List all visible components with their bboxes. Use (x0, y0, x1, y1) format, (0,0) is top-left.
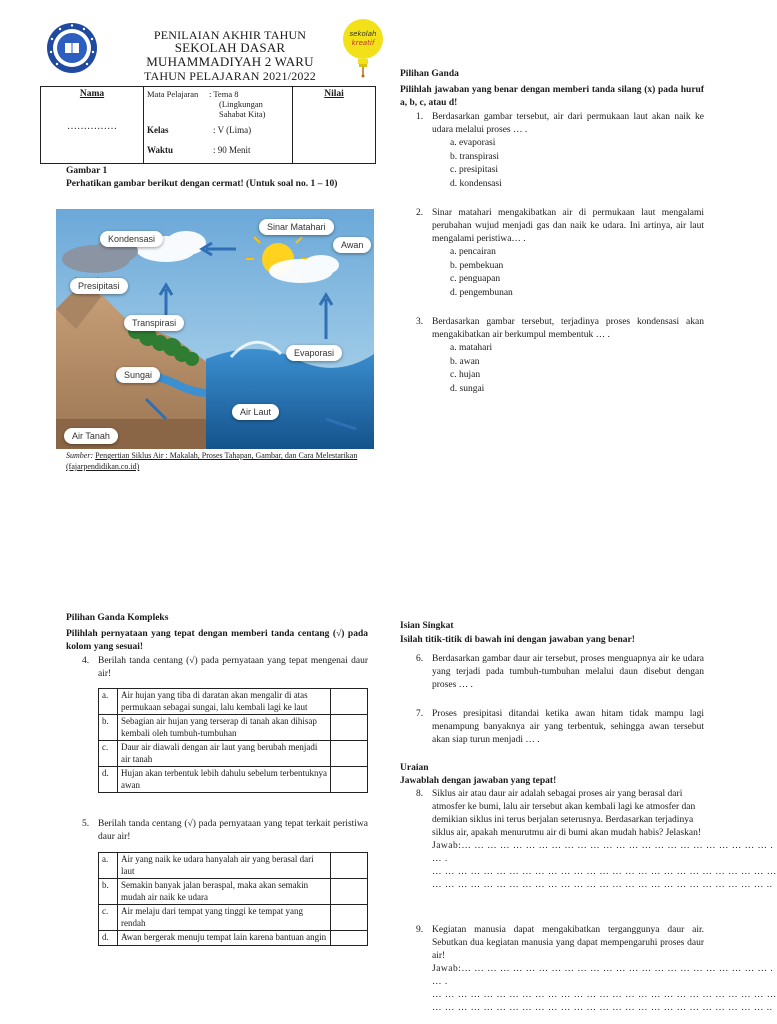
pg-heading: Pilihan Ganda (400, 69, 459, 79)
q4-statement-b: Sebagian air hujan yang terserap di tanah akan dihisap kembali oleh tumbuh-tumbuhan (118, 715, 331, 741)
q4-number: 4. (82, 656, 90, 666)
q4-checkbox-b[interactable] (331, 715, 368, 741)
q9-dots-4: … … … … … … … … … … … … … … … … … … … … … … … … … … .. (432, 1003, 773, 1013)
q5-statement-a: Air yang naik ke udara hanyalah air yang berasal dari laut (118, 853, 331, 879)
q4-row-a (99, 689, 368, 715)
badge-text-2: kreatif (351, 39, 375, 47)
score-label: Nilai (324, 89, 344, 99)
q5-letter-d: d. (99, 931, 118, 946)
identity-table (40, 86, 376, 164)
q3-text: Berdasarkan gambar tersebut, terjadinya proses kondensasi akan mengakibatkan air berkumpul membentuk … . (432, 317, 704, 340)
q3-option-c[interactable]: c. hujan (450, 370, 481, 380)
class-label: Kelas (147, 125, 169, 135)
q2-number: 2. (416, 208, 424, 218)
q9-dots-2: … . (432, 977, 448, 987)
label-evaporasi: Evaporasi (286, 345, 342, 361)
q1-option-b[interactable]: b. transpirasi (450, 151, 500, 162)
name-cell[interactable] (41, 87, 144, 164)
q1-option-a[interactable]: a. evaporasi (450, 138, 496, 148)
question-1 (416, 111, 704, 191)
time-value: : 90 Menit (213, 145, 251, 155)
q5-statement-d: Awan bergerak menuju tempat lain karena bantuan angin (118, 931, 331, 946)
q4-letter-c: c. (99, 741, 118, 767)
label-sungai: Sungai (116, 367, 160, 383)
question-9 (416, 924, 777, 1015)
figure-instruction: Perhatikan gambar berikut dengan cermat! (Untuk soal no. 1 – 10) (66, 179, 338, 189)
source-link[interactable]: Pengertian Siklus Air : Makalah, Proses Tahapan, Gambar, dan Cara Melestarikan (fajarpendidikan.co.id) (66, 451, 358, 471)
q5-checkbox-c[interactable] (331, 905, 368, 931)
label-presipitasi: Presipitasi (70, 278, 128, 294)
q1-option-d[interactable]: d. kondensasi (450, 178, 502, 189)
isian-heading: Isian Singkat (400, 621, 454, 631)
q2-option-a[interactable]: a. pencairan (450, 247, 496, 257)
question-7 (416, 708, 704, 747)
q9-jawab-label: Jawab: (432, 964, 462, 974)
figure-source (66, 450, 376, 472)
q8-text: Siklus air atau daur air adalah sebagai proses air yang berasal dari atmosfer ke bumi, lalu air tersebut akan kembali lagi ke atmosfer dan demikian siklus ini terus berjalan seterusnya. Berdasarkan terjadinya siklus air, apakah menurutmu air di bumi akan mudah habis? Jelaskan! (432, 789, 701, 838)
q4-letter-d: d. (99, 767, 118, 793)
pgk-heading: Pilihan Ganda Kompleks (66, 613, 169, 623)
q5-letter-a: a. (99, 853, 118, 879)
water-cycle-illustration (56, 209, 374, 449)
q4-statement-c: Daur air diawali dengan air laut yang berubah menjadi air tanah (118, 741, 331, 767)
q4-checkbox-c[interactable] (331, 741, 368, 767)
exam-title: PENILAIAN AKHIR TAHUN (153, 28, 307, 42)
label-transpirasi: Transpirasi (124, 315, 184, 331)
school-name: MUHAMMADIYAH 2 WARU (146, 54, 314, 69)
question-5 (82, 818, 368, 844)
label-sinar-matahari: Sinar Matahari (259, 219, 334, 235)
uraian-instruction: Jawablah dengan jawaban yang tepat! (400, 776, 557, 786)
q1-text: Berdasarkan gambar tersebut, air dari permukaan laut akan naik ke udara melalui proses … . (432, 112, 704, 135)
q9-text: Kegiatan manusia dapat mengakibatkan terganggunya daur air. Sebutkan dua kegiatan manusia yang dapat mempengaruhi proses daur air! (432, 925, 704, 961)
q5-checkbox-d[interactable] (331, 931, 368, 946)
q2-text: Sinar matahari mengakibatkan air di permukaan laut mengalami perubahan wujud menjadi gas dan naik ke udara. Ini artinya, air laut mengalami peristiwa… . (432, 208, 704, 244)
q5-row-c (99, 905, 368, 931)
q4-row-d (99, 767, 368, 793)
q3-option-b[interactable]: b. awan (450, 356, 480, 367)
q5-row-b (99, 879, 368, 905)
q8-number: 8. (416, 789, 424, 799)
q4-statement-a: Air hujan yang tiba di daratan akan mengalir di atas permukaan sebagai sungai, lalu kembali lagi ke laut (118, 689, 331, 715)
q5-letter-b: b. (99, 879, 118, 905)
q4-statement-d: Hujan akan terbentuk lebih dahulu sebelum terbentuknya awan (118, 767, 331, 793)
q5-statement-b: Semakin banyak jalan beraspal, maka akan semakin mudah air naik ke udara (118, 879, 331, 905)
school-level: SEKOLAH DASAR (174, 40, 286, 55)
q5-row-a (99, 853, 368, 879)
lightbulb-badge-icon (342, 18, 384, 78)
q6-number: 6. (416, 654, 424, 664)
pg-instruction: Pilihlah jawaban yang benar dengan memberi tanda silang (x) pada huruf a, b, c, atau d! (400, 85, 704, 108)
q8-answer-area[interactable] (416, 840, 777, 892)
q7-number: 7. (416, 709, 424, 719)
q9-answer-area[interactable] (416, 963, 777, 1015)
name-value: …………… (67, 121, 117, 132)
q8-dots-1: … … … … … … … … … … … … … … … … … … … … … … … … . (461, 841, 774, 851)
q9-dots-1: … … … … … … … … … … … … … … … … … … … … … … … … . (461, 964, 774, 974)
q6-text[interactable]: Berdasarkan gambar daur air tersebut, proses menguapnya air ke udara yang terjadi pada tumbuh-tumbuhan melalui daun disebut dengan proses … . (432, 654, 704, 690)
q4-checkbox-d[interactable] (331, 767, 368, 793)
score-cell[interactable] (293, 87, 376, 164)
q4-letter-a: a. (99, 689, 118, 715)
q9-dots-3: … … … … … … … … … … … … … … … … … … … … … … … … … … … (432, 990, 777, 1000)
pgk-instruction: Pilihlah pernyataan yang tepat dengan memberi tanda centang (√) pada kolom yang sesuai! (66, 629, 368, 652)
question-6 (416, 653, 704, 692)
q5-checkbox-b[interactable] (331, 879, 368, 905)
q7-text[interactable]: Proses presipitasi ditandai ketika awan hitam tidak mampu lagi menampung banyaknya air yang terbentuk, sehingga awan tersebut akan siap turun menjadi … . (432, 709, 704, 745)
q4-letter-b: b. (99, 715, 118, 741)
label-awan: Awan (333, 237, 371, 253)
q4-table (98, 688, 368, 793)
subject-value-2: (Lingkungan (219, 99, 263, 109)
q5-number: 5. (82, 819, 90, 829)
subject-label: Mata Pelajaran (147, 89, 199, 99)
question-3 (416, 316, 704, 396)
uraian-heading: Uraian (400, 763, 429, 773)
q3-number: 3. (416, 317, 424, 327)
label-kondensasi: Kondensasi (100, 231, 163, 247)
isian-instruction: Isilah titik-titik di bawah ini dengan jawaban yang benar! (400, 635, 635, 645)
q8-jawab-label: Jawab: (432, 841, 462, 851)
q4-checkbox-a[interactable] (331, 689, 368, 715)
name-label: Nama (79, 89, 105, 99)
academic-year: TAHUN PELAJARAN 2021/2022 (143, 69, 317, 83)
label-air-laut: Air Laut (232, 404, 279, 420)
school-logo-right (342, 18, 384, 78)
subject-cell (144, 87, 293, 164)
q8-dots-2: … . (432, 854, 448, 864)
subject-value: : Tema 8 (209, 89, 239, 99)
class-value: : V (Lima) (213, 125, 252, 135)
figure-title: Gambar 1 (66, 166, 108, 176)
q4-row-b (99, 715, 368, 741)
q1-number: 1. (416, 112, 424, 122)
q8-dots-4: … … … … … … … … … … … … … … … … … … … … … … … … … … .. (432, 880, 773, 890)
subject-value-3: Sahabat Kita) (219, 109, 266, 119)
q5-statement-c: Air melaju dari tempat yang tinggi ke tempat yang rendah (118, 905, 331, 931)
q5-letter-c: c. (99, 905, 118, 931)
q3-option-d[interactable]: d. sungai (450, 383, 485, 394)
school-logo-left (46, 22, 98, 74)
q1-option-c[interactable]: c. presipitasi (450, 165, 499, 175)
muhammadiyah-seal-icon (46, 22, 98, 74)
q8-dots-3: … … … … … … … … … … … … … … … … … … … … … … … … … … … (432, 867, 777, 877)
q9-number: 9. (416, 925, 424, 935)
badge-text-1: sekolah (349, 30, 377, 38)
q2-option-d[interactable]: d. pengembunan (450, 287, 513, 298)
question-8 (416, 788, 777, 892)
q2-option-b[interactable]: b. pembekuan (450, 260, 504, 271)
q4-text: Berilah tanda centang (√) pada pernyataan yang tepat mengenai daur air! (98, 656, 368, 679)
q5-checkbox-a[interactable] (331, 853, 368, 879)
q4-row-c (99, 741, 368, 767)
source-label: Sumber: (66, 451, 94, 460)
question-4 (82, 655, 368, 681)
q3-option-a[interactable]: a. matahari (450, 343, 493, 353)
question-2 (416, 207, 704, 300)
q5-row-d (99, 931, 368, 946)
q2-option-c[interactable]: c. penguapan (450, 274, 501, 284)
q5-table (98, 852, 368, 946)
q5-text: Berilah tanda centang (√) pada pernyataan yang tepat terkait peristiwa daur air! (98, 819, 368, 842)
time-label: Waktu (147, 145, 174, 155)
label-air-tanah: Air Tanah (64, 428, 118, 444)
